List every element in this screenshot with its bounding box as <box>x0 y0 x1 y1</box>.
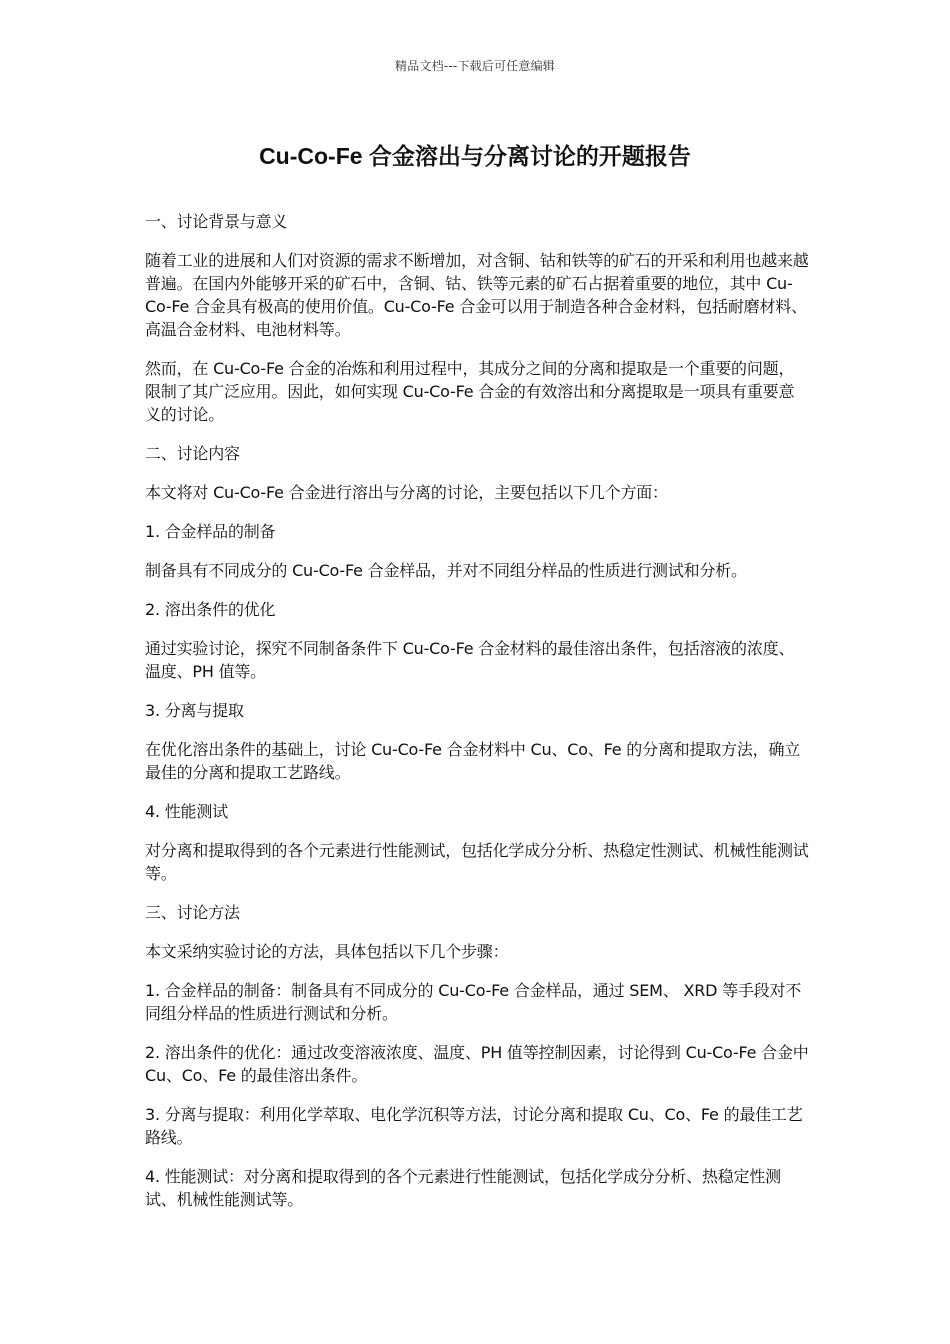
subheading-performance-testing: 4. 性能测试 <box>145 802 228 821</box>
body-paragraph: 制备具有不同成分的 Cu-Co-Fe 合金样品，并对不同组分样品的性质进行测试和分析。 <box>145 561 747 580</box>
method-step: 4. 性能测试：对分离和提取得到的各个元素进行性能测试，包括化学成分分析、热稳定性测试、机械性能测试等。 <box>145 1167 781 1209</box>
section-heading-methods: 三、讨论方法 <box>145 903 240 922</box>
body-paragraph: 然而，在 Cu-Co-Fe 合金的冶炼和利用过程中，其成分之间的分离和提取是一个重要的问题，限制了其广泛应用。因此，如何实现 Cu-Co-Fe 合金的有效溶出和分离提取是一项具有重要意义的讨论。 <box>145 359 795 424</box>
subheading-dissolution-optimization: 2. 溶出条件的优化 <box>145 600 276 619</box>
body-paragraph: 在优化溶出条件的基础上，讨论 Cu-Co-Fe 合金材料中 Cu、Co、Fe 的分离和提取方法，确立最佳的分离和提取工艺路线。 <box>145 740 801 782</box>
page-header-watermark: 精品文档---下载后可任意编辑 <box>395 59 555 73</box>
body-paragraph: 本文将对 Cu-Co-Fe 合金进行溶出与分离的讨论，主要包括以下几个方面： <box>145 483 668 502</box>
body-paragraph: 通过实验讨论，探究不同制备条件下 Cu-Co-Fe 合金材料的最佳溶出条件，包括溶液的浓度、温度、PH 值等。 <box>145 639 795 681</box>
document-body <box>145 210 810 1227</box>
section-heading-background: 一、讨论背景与意义 <box>145 212 288 231</box>
body-paragraph: 对分离和提取得到的各个元素进行性能测试，包括化学成分分析、热稳定性测试、机械性能测试等。 <box>145 841 809 883</box>
section-heading-content: 二、讨论内容 <box>145 444 240 463</box>
method-step: 1. 合金样品的制备：制备具有不同成分的 Cu-Co-Fe 合金样品，通过 SEM、 XRD 等手段对不同组分样品的性质进行测试和分析。 <box>145 981 802 1023</box>
method-step: 3. 分离与提取：利用化学萃取、电化学沉积等方法，讨论分离和提取 Cu、Co、Fe 的最佳工艺路线。 <box>145 1105 803 1147</box>
subheading-sample-preparation: 1. 合金样品的制备 <box>145 522 276 541</box>
method-step: 2. 溶出条件的优化：通过改变溶液浓度、温度、PH 值等控制因素，讨论得到 Cu-Co-Fe 合金中 Cu、Co、Fe 的最佳溶出条件。 <box>145 1043 809 1085</box>
subheading-separation-extraction: 3. 分离与提取 <box>145 701 244 720</box>
body-paragraph: 本文采纳实验讨论的方法，具体包括以下几个步骤： <box>145 942 509 961</box>
document-title: Cu-Co-Fe 合金溶出与分离讨论的开题报告 <box>259 143 691 169</box>
body-paragraph: 随着工业的进展和人们对资源的需求不断增加，对含铜、钴和铁等的矿石的开采和利用也越来越普遍。在国内外能够开采的矿石中，含铜、钴、铁等元素的矿石占据着重要的地位，其中 Cu-Co-Fe 合金具有极高的使用价值。Cu-Co-Fe 合金可以用于制造各种合金材料，包括耐磨材料、高温合金材料、电池材料等。 <box>145 251 809 339</box>
